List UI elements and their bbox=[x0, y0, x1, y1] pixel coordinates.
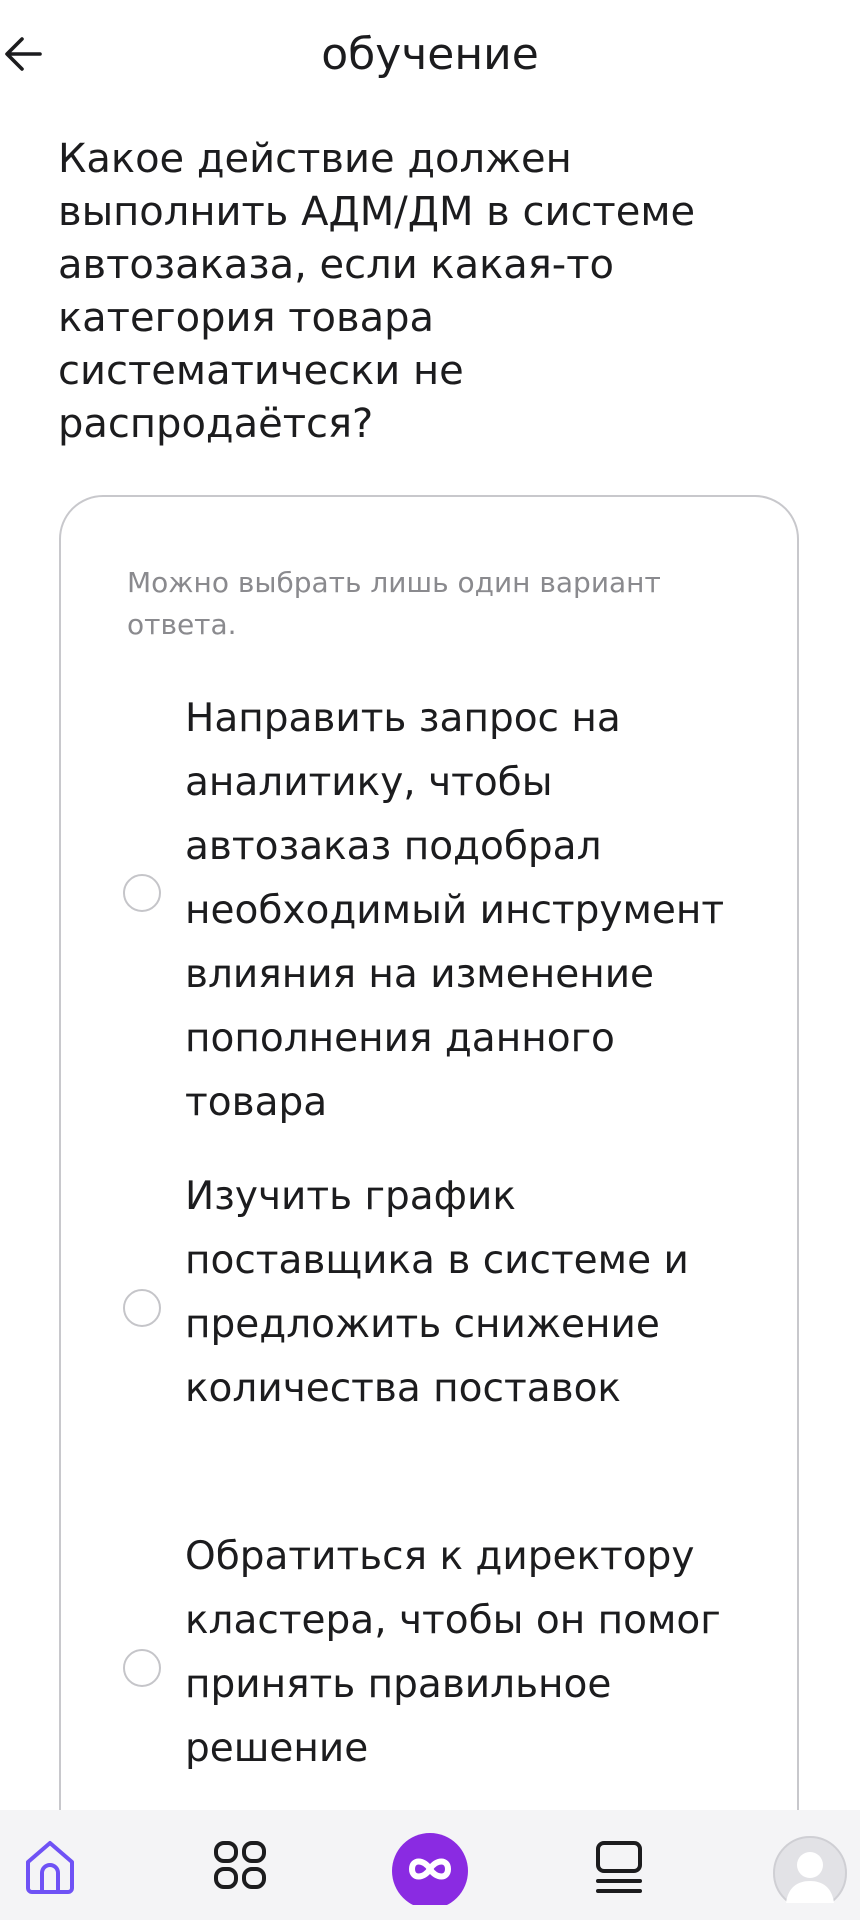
nav-item-home[interactable] bbox=[0, 1810, 100, 1920]
bottom-nav bbox=[0, 1810, 860, 1920]
radio-button[interactable] bbox=[123, 874, 161, 912]
nav-item-list[interactable] bbox=[570, 1810, 670, 1920]
answer-option-3[interactable] bbox=[123, 1525, 763, 1845]
answer-option-label: Направить запрос на аналитику, чтобы автозаказ подобрал необходимый инструмент влияния на изменение пополнения данного товара bbox=[185, 696, 725, 1125]
answers-card bbox=[59, 495, 799, 1920]
radio-button[interactable] bbox=[123, 1289, 161, 1327]
answer-option-2[interactable] bbox=[123, 1165, 763, 1485]
answer-option-1[interactable] bbox=[123, 687, 763, 1127]
home-icon bbox=[20, 1835, 80, 1895]
infinity-icon bbox=[390, 1825, 470, 1905]
header bbox=[0, 0, 860, 110]
answer-hint: Можно выбрать лишь один вариант ответа. bbox=[127, 566, 661, 641]
answer-option-label: Изучить график поставщика в системе и предложить снижение количества поставок bbox=[185, 1174, 689, 1411]
question-text: Какое действие должен выполнить АДМ/ДМ в системе автозаказа, если какая-то категория товара систематически не распродаётся? bbox=[58, 136, 696, 447]
page-title: обучение bbox=[321, 29, 539, 80]
avatar-icon bbox=[772, 1827, 848, 1903]
radio-button[interactable] bbox=[123, 1649, 161, 1687]
nav-item-assistant[interactable] bbox=[380, 1810, 480, 1920]
list-icon bbox=[592, 1835, 648, 1895]
nav-item-profile[interactable] bbox=[760, 1810, 860, 1920]
nav-item-catalog[interactable] bbox=[190, 1810, 290, 1920]
answer-option-label: Обратиться к директору кластера, чтобы он помог принять правильное решение bbox=[185, 1534, 721, 1771]
grid-icon bbox=[212, 1837, 268, 1893]
